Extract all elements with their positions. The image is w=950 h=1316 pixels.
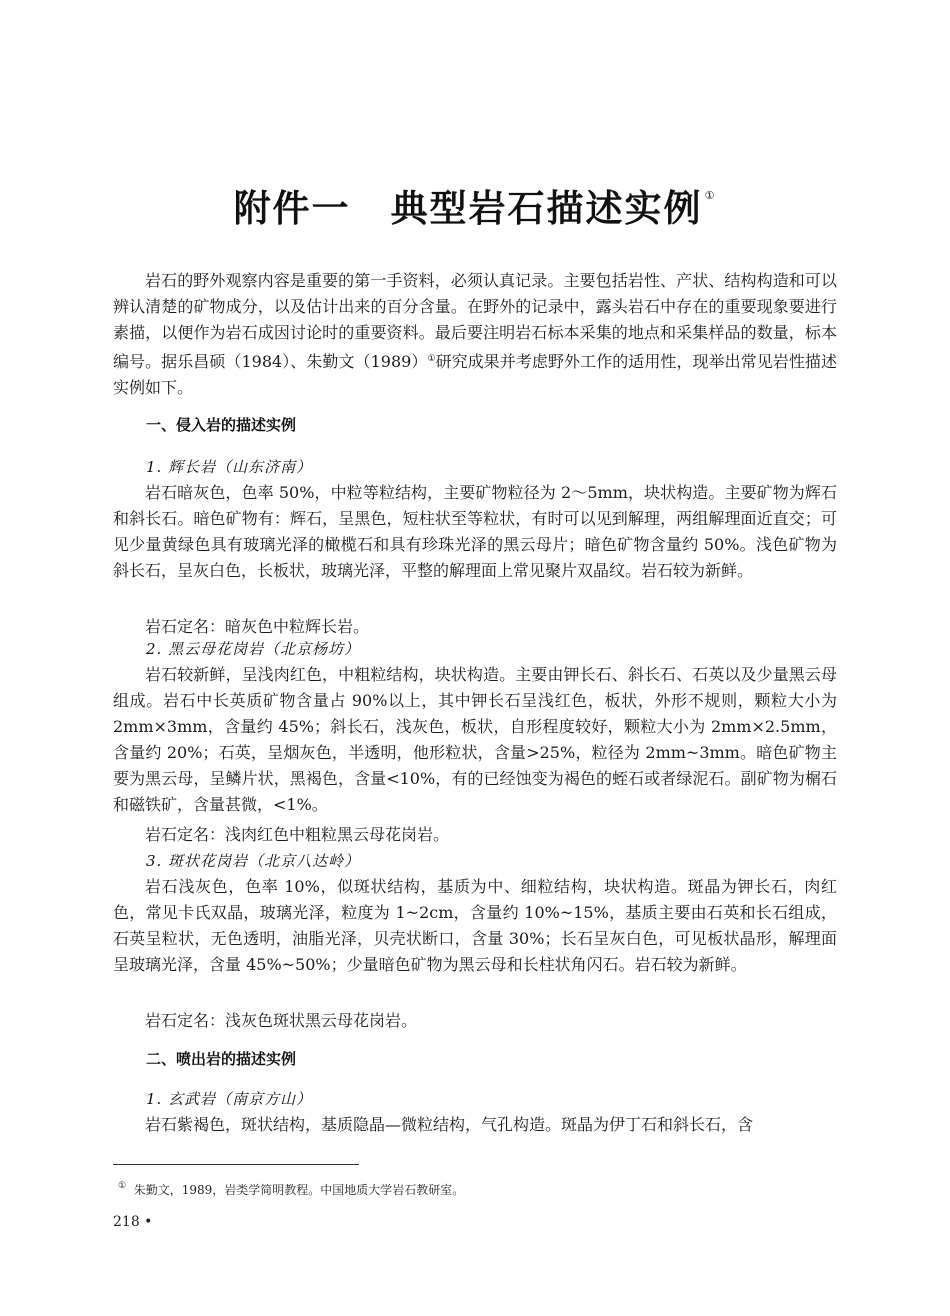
section2-heading: 二、喷出岩的描述实例 xyxy=(146,1050,297,1068)
page-number: 218 • xyxy=(113,1214,153,1230)
section1-item3-paragraph: 岩石浅灰色，色率 10%，似斑状结构，基质为中、细粒结构，块状构造。斑晶为钾长石，肉红色，常见卡氏双晶，玻璃光泽，粒度为 1~2cm，含量约 10%~15%，基质主要由石英和长石组成，石英呈粒状，无色透明，油脂光泽，贝壳状断口，含量 30%；长石呈灰白色，可见板状晶形，解理面呈玻璃光泽，含量 45%~50%；少量暗色矿物为黑云母和长柱状角闪石。岩石较为新鲜。 xyxy=(113,877,837,974)
title-text: 典型岩石描述实例 xyxy=(390,187,703,230)
section1-item1-naming: 岩石定名：暗灰色中粒辉长岩。 xyxy=(145,617,370,636)
page-title xyxy=(0,178,950,232)
section1-item1-paragraph: 岩石暗灰色，色率 50%，中粒等粒结构，主要矿物粒径为 2～5mm，块状构造。主要矿物为辉石和斜长石。暗色矿物有：辉石，呈黑色，短柱状至等粒状，有时可以见到解理，两组解理面近直交；可见少量黄绿色具有玻璃光泽的橄榄石和具有珍珠光泽的黑云母片；暗色矿物含量约 50%。浅色矿物为斜长石，呈灰白色，长板状，玻璃光泽，平整的解理面上常见聚片双晶纹。岩石较为新鲜。 xyxy=(113,483,837,580)
section1-item3-naming: 岩石定名：浅灰色斑状黑云母花岗岩。 xyxy=(145,1011,418,1030)
section1-item3-label: 3. 斑状花岗岩（北京八达岭） xyxy=(146,852,361,870)
footnote-mark: ① xyxy=(118,1181,127,1191)
section1-item1-label: 1. 辉长岩（山东济南） xyxy=(146,458,313,476)
title-footnote-mark: ① xyxy=(704,189,717,202)
section1-heading: 一、侵入岩的描述实例 xyxy=(146,416,297,434)
intro-text-part2: 研究成果并考虑野外工作的适用性，现举出常见岩性描述实例如下。 xyxy=(113,352,837,397)
intro-text-part1: 岩石的野外观察内容是重要的第一手资料，必须认真记录。主要包括岩性、产状、结构构造和可以辨认清楚的矿物成分，以及估计出来的百分含量。在野外的记录中，露头岩石中存在的重要现象要进行素描，以便作为岩石成因讨论时的重要资料。最后要注明岩石标本采集的地点和采集样品的数量，标本编号。据乐昌硕（1984）、朱勤文（1989） xyxy=(113,271,837,371)
section2-item1-paragraph: 岩石紫褐色，斑状结构，基质隐晶—微粒结构，气孔构造。斑晶为伊丁石和斜长石，含 xyxy=(145,1115,754,1134)
section1-item2-paragraph: 岩石较新鲜，呈浅肉红色，中粗粒结构，块状构造。主要由钾长石、斜长石、石英以及少量黑云母组成。岩石中长英质矿物含量占 90%以上，其中钾长石呈浅红色，板状，外形不规则，颗粒大小为 2mm×3mm，含量约 45%；斜长石，浅灰色，板状，自形程度较好，颗粒大小为 2mm×2.5mm，含量约 20%；石英，呈烟灰色，半透明，他形粒状，含量>25%，粒径为 2mm~3mm。暗色矿物主要为黑云母，呈鳞片状，黑褐色，含量<10%，有的已经蚀变为褐色的蛭石或者绿泥石。副矿物为榍石和磁铁矿，含量甚微，<1%。 xyxy=(113,665,837,814)
title-appendix-label: 附件一 xyxy=(233,187,351,230)
section1-item2-label: 2. 黑云母花岗岩（北京杨坊） xyxy=(146,640,361,658)
intro-footnote-mark: ① xyxy=(427,354,436,364)
footnote-divider xyxy=(113,1164,359,1165)
footnote xyxy=(118,1177,464,1199)
footnote-text: 朱勤文，1989，岩类学简明教程。中国地质大学岩石教研室。 xyxy=(133,1183,465,1197)
section1-item2-naming: 岩石定名：浅肉红色中粗粒黑云母花岗岩。 xyxy=(145,825,450,844)
intro-paragraph xyxy=(113,268,837,401)
section2-item1-label: 1. 玄武岩（南京方山） xyxy=(146,1090,313,1108)
